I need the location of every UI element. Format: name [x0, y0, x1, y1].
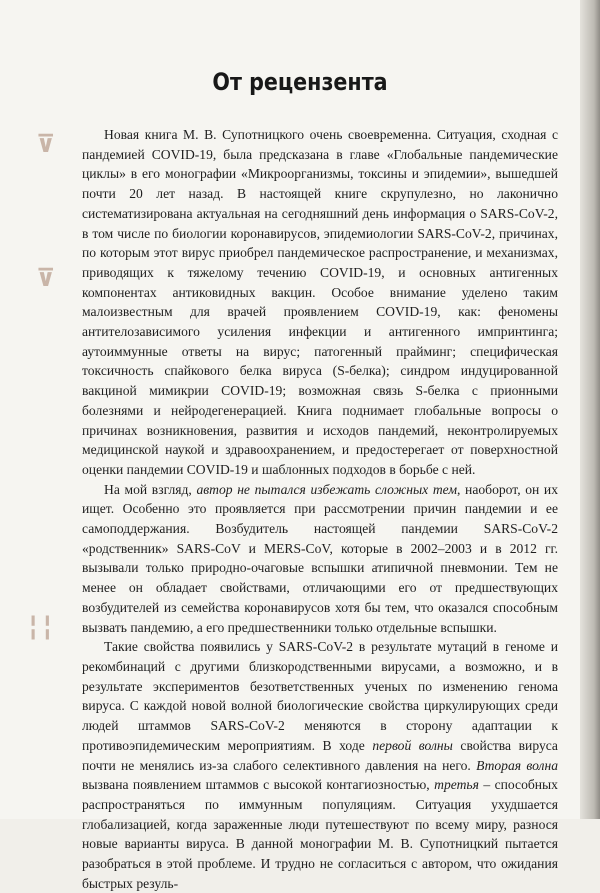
paragraph [82, 637, 558, 893]
margin-pencil-mark: ⊽ [36, 130, 56, 158]
paragraph [82, 480, 558, 638]
italic-phrase: первой волны [372, 737, 453, 753]
margin-pencil-mark: ¦¦ [28, 609, 57, 642]
text-span: , наоборот, он их ищет. Особенно это проявляется при рассмотрении причин пандемии и ее самоподдержания. Возбудитель настоящей пандемии SARS-CoV-2 «родственник» SARS-CoV и MERS-CoV, которые в 2002–2003 и в 2012 гг. вызывали только природно-очаговые вспышки атипичной пневмонии. Тем не менее он обладает свойствами, отличающими его от предшествующих возбудителей из семейства коронавирусов хотя бы тем, что оказался способным вызвать пандемию, а его предшественники только отдельные вспышки. [82, 481, 558, 635]
paragraph [82, 125, 558, 480]
margin-pencil-mark: ⊽ [36, 264, 56, 292]
text-span: свойства вируса почти не менялись из-за слабого селективного давления на него. [82, 737, 558, 773]
text-span: На мой взгляд, [104, 481, 197, 497]
text-span: вызвана появлением штаммов с высокой контагиозностью, [82, 777, 435, 793]
page-title: От рецензента [212, 68, 388, 96]
italic-phrase: Вторая волна [476, 757, 558, 773]
text-span: Такие свойства появились у SARS-CoV-2 в результате мутаций в геноме и рекомбинаций с другими близкородственными вирусами, а возможно, и в результате экспериментов безответственных ученых по изменению генома вируса. С каждой новой волной биологические свойства циркулирующих среди людей штаммов SARS-CoV-2 меняются в сторону адаптации к противоэпидемическим мероприятиям. В ходе [82, 639, 558, 753]
text-span: – способных распространяться по иммунным популяциям. Ситуация ухудшается глобализацией, когда зараженные люди путешествуют по всему миру, разнося новые варианты вируса. В данной монографии М. В. Супотницкий пытается разобраться в этой проблеме. И трудно не согласиться с автором, что ожидания быстрых резуль- [82, 777, 558, 891]
text-span: Новая книга М. В. Супотницкого очень своевременна. Ситуация, сходная с пандемией COVID-19, была предсказана в главе «Глобальные пандемические циклы» в его монографии «Микроорганизмы, токсины и эпидемии», вышедшей почти 20 лет назад. В настоящей книге скрупулезно, но лаконично систематизирована актуальная на сегодняшний день информация о SARS-CoV-2, в том числе по биологии коронавирусов, эпидемиологии SARS-CoV-2, причинах, по которым этот вирус приобрел пандемическое распространение, и механизмах, приводящих к тяжелому течению COVID-19, и основных антигенных компонентах антиковидных вакцин. Особое внимание уделено таким малоизвестным для врачей проявлением COVID-19, как: феномены антителозависимого усиления инфекции и антигенного импринтинга; аутоиммунные ответы на вирус; патогенный прайминг; специфическая токсичность спайкового белка вируса (S-белка); синдром индуцированной вакциной мимикрии COVID-19; возможная связь S-белка с прионными болезнями и нейродегенерацией. Книга поднимает глобальные вопросы о причинах возникновения, развития и исходов пандемий, неконтролируемых медицинской наукой и здравоохранением, и предостерегает от поверхностной оценки пандемии COVID-19 и шаблонных подходов в борьбе с ней. [82, 127, 558, 477]
review-text [82, 125, 558, 893]
italic-phrase: третья [434, 777, 479, 793]
book-binding-edge [580, 0, 600, 819]
italic-phrase: автор не пытался избежать сложных тем [196, 481, 458, 497]
